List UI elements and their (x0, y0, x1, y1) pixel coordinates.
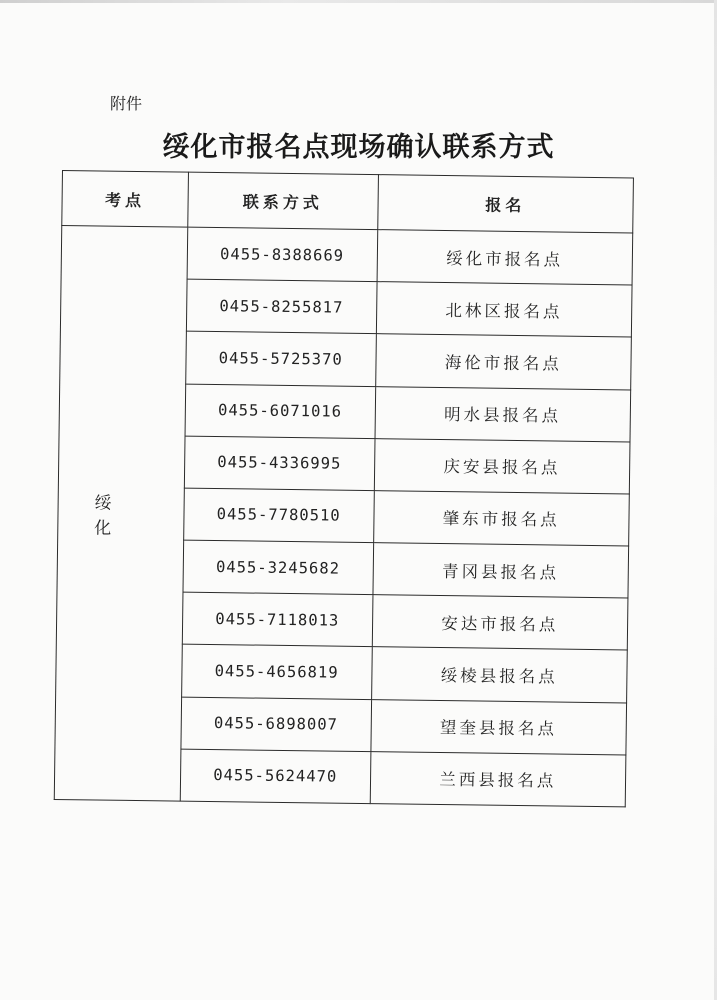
registration-point-cell: 望奎县报名点 (370, 699, 626, 755)
registration-point-cell: 绥化市报名点 (377, 230, 633, 286)
phone-cell: 0455-8255817 (186, 279, 376, 334)
phone-cell: 0455-6071016 (185, 384, 375, 439)
phone-cell: 0455-7780510 (183, 488, 373, 543)
table-header-row (62, 171, 634, 233)
registration-point-cell: 安达市报名点 (372, 595, 628, 651)
table-row (61, 226, 633, 286)
registration-point-cell: 海伦市报名点 (375, 334, 631, 390)
header-site: 考点 (62, 171, 189, 228)
registration-point-cell: 绥棱县报名点 (371, 647, 627, 703)
document-title: 绥化市报名点现场确认联系方式 (162, 132, 555, 163)
phone-cell: 0455-6898007 (181, 697, 371, 752)
header-point: 报名 (377, 175, 633, 233)
registration-point-cell: 青冈县报名点 (373, 543, 629, 599)
phone-cell: 0455-4656819 (181, 644, 371, 699)
phone-cell: 0455-5624470 (180, 749, 370, 804)
table-body (54, 226, 632, 807)
header-phone: 联系方式 (188, 172, 378, 229)
attachment-label: 附件 (110, 94, 143, 113)
phone-cell: 0455-8388669 (187, 227, 377, 282)
registration-point-cell: 明水县报名点 (375, 386, 631, 442)
site-name-cell: 绥 化 (54, 226, 187, 802)
scan-top-edge (0, 0, 717, 3)
registration-point-cell: 兰西县报名点 (370, 751, 626, 807)
phone-cell: 0455-5725370 (186, 331, 376, 386)
phone-cell: 0455-3245682 (183, 540, 373, 595)
phone-cell: 0455-4336995 (184, 436, 374, 491)
contact-table (54, 170, 634, 807)
phone-cell: 0455-7118013 (182, 592, 372, 647)
registration-point-cell: 庆安县报名点 (374, 438, 630, 494)
registration-point-cell: 肇东市报名点 (373, 490, 629, 546)
registration-point-cell: 北林区报名点 (376, 282, 632, 338)
